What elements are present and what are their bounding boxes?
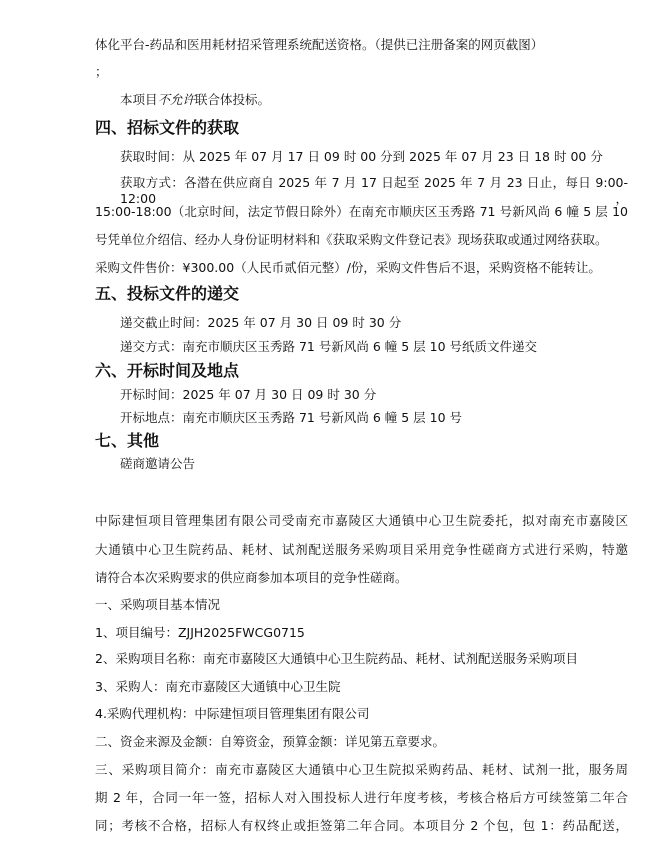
text-line: 开标时间：2025 年 07 月 30 日 09 时 30 分: [120, 387, 377, 402]
text-line: [120, 92, 270, 108]
text-line: 获取方式：各潜在供应商自 2025 年 7 月 17 日起至 2025 年 7 月 23 日止，每日 9:00-12:00，: [120, 175, 628, 206]
text-line: 1、项目编号：ZJJH2025FWCG0715: [95, 625, 305, 640]
section-heading-6: 六、开标时间及地点: [95, 361, 240, 380]
section-heading-4: 四、招标文件的获取: [95, 118, 240, 137]
text-line: 二、资金来源及金额：自筹资金，预算金额：详见第五章要求。: [95, 734, 446, 749]
text-line: 期 2 年，合同一年一签，招标人对入围投标人进行年度考核，考核合格后方可续签第二年合: [95, 790, 628, 805]
text-line: 号凭单位介绍信、经办人身份证明材料和《获取采购文件登记表》现场获取或通过网络获取。: [95, 232, 608, 247]
text-line: 磋商邀请公告: [120, 456, 196, 471]
italic-text: 不允许: [157, 92, 196, 107]
text-line: 三、采购项目简介：南充市嘉陵区大通镇中心卫生院拟采购药品、耗材、试剂一批，服务周: [95, 762, 628, 777]
text: 本项目: [120, 92, 158, 107]
text-line: 体化平台-药品和医用耗材招采管理系统配送资格。（提供已注册备案的网页截图）: [95, 37, 544, 52]
text-line: 15:00-18:00（北京时间，法定节假日除外）在南充市顺庆区玉秀路 71 号新风尚 6 幢 5 层 10: [95, 204, 628, 219]
text-line: 大通镇中心卫生院药品、耗材、试剂配送服务采购项目采用竞争性磋商方式进行采购，特邀: [95, 542, 628, 557]
text-line: 开标地点：南充市顺庆区玉秀路 71 号新风尚 6 幢 5 层 10 号: [120, 410, 463, 425]
text-line: 中际建恒项目管理集团有限公司受南充市嘉陵区大通镇中心卫生院委托，拟对南充市嘉陵区: [95, 513, 628, 528]
text-line: 采购文件售价：¥300.00（人民币贰佰元整）/份，采购文件售后不退，采购资格不能转让。: [95, 260, 601, 275]
text-line: 获取时间：从 2025 年 07 月 17 日 09 时 00 分到 2025 年 07 月 23 日 18 时 00 分: [120, 149, 603, 164]
text-line: 递交方式：南充市顺庆区玉秀路 71 号新风尚 6 幢 5 层 10 号纸质文件递交: [120, 339, 538, 354]
text-line: 递交截止时间：2025 年 07 月 30 日 09 时 30 分: [120, 315, 402, 330]
text-line: ；: [95, 64, 108, 79]
text-line: 3、采购人：南充市嘉陵区大通镇中心卫生院: [95, 679, 341, 694]
text-line: 同；考核不合格，招标人有权终止或拒签第二年合同。本项目分 2 个包，包 1：药品配送，: [95, 818, 628, 833]
text-line: 2、采购项目名称：南充市嘉陵区大通镇中心卫生院药品、耗材、试剂配送服务采购项目: [95, 651, 578, 666]
text-line: 4.采购代理机构：中际建恒项目管理集团有限公司: [95, 706, 370, 721]
text: 联合体投标。: [195, 92, 271, 107]
text-line: 一、采购项目基本情况: [95, 597, 221, 612]
section-heading-7: 七、其他: [95, 431, 160, 450]
section-heading-5: 五、投标文件的递交: [95, 284, 240, 303]
text-line: 请符合本次采购要求的供应商参加本项目的竞争性磋商。: [95, 570, 408, 585]
